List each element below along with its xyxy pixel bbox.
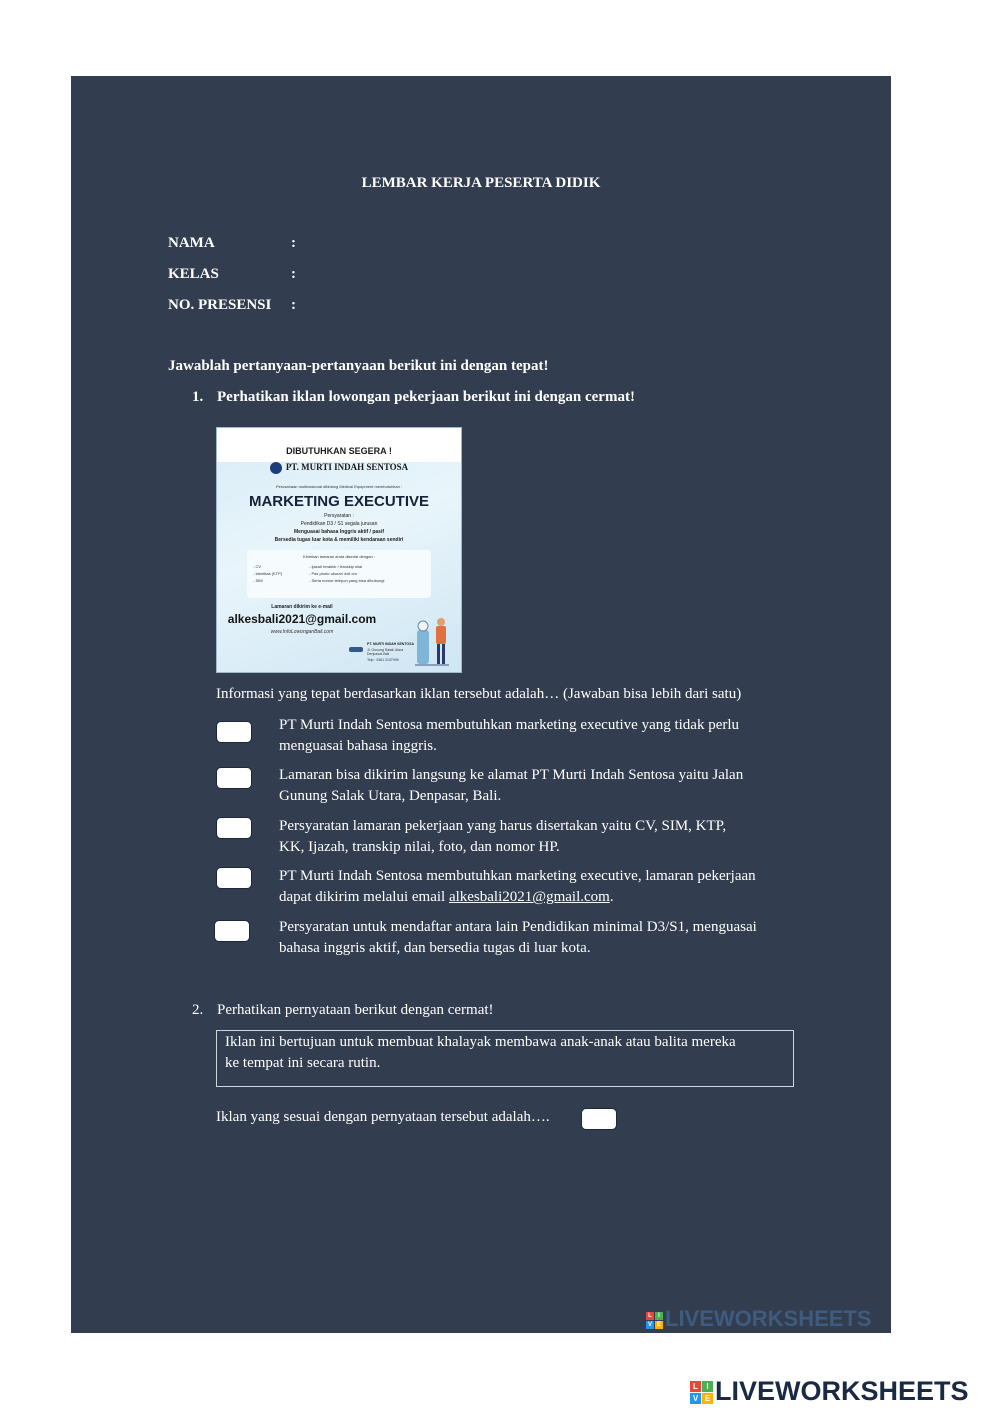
watermark: L I V E LIVEWORKSHEETS [647, 1306, 872, 1331]
statement-box [216, 1030, 794, 1087]
option-5: Persyaratan untuk mendaftar antara lain Pendidikan minimal D3/S1, menguasai bahasa inggris aktif, dan bersedia tugas di luar kota. [279, 919, 757, 956]
businessman-illustration-icon [413, 616, 453, 668]
liveworksheets-logo-icon: L I V E [690, 1381, 713, 1404]
ad-footer-company: PT. MURTI INDAH SENTOSA [367, 642, 414, 646]
statement-text: Iklan ini bertujuan untuk membuat khalayak membawa anak-anak atau balita mereka [225, 1034, 736, 1050]
instruction-text: Jawablah pertanyaan-pertanyaan berikut ini dengan tepat! [168, 358, 549, 374]
ad-box-title: Kirimkan lamaran anda disertai dengan : [303, 554, 375, 559]
question-2-prompt: Iklan yang sesuai dengan pernyataan tersebut adalah…. [216, 1109, 550, 1125]
ad-company: PT. MURTI INDAH SENTOSA [217, 462, 461, 474]
question-1-text: Perhatikan iklan lowongan pekerjaan berikut ini dengan cermat! [217, 389, 635, 405]
brand-logo[interactable] [690, 1376, 969, 1407]
ad-footer-address: Jl. Gunung Salak Utara Denpasar-Bali [367, 648, 404, 656]
option-2: Lamaran bisa dikirim langsung ke alamat PT Murti Indah Sentosa yaitu Jalan Gunung Salak Utara, Denpasar, Bali. [279, 767, 744, 804]
ad-req-line: Bersedia tugas luar kota & memiliki kendaraan sendiri [274, 537, 404, 543]
ad-req-line: Menguasai bahasa Inggris aktif / pasif [293, 529, 385, 535]
worksheet-page [71, 76, 891, 1333]
field-colon-presensi: : [291, 297, 296, 313]
field-label-kelas: KELAS [168, 266, 219, 282]
answer-checkbox-4[interactable] [216, 867, 252, 889]
ad-tagline: Perusahaan multinasional dibidang Medical Equipment membutuhkan : [275, 484, 403, 489]
answer-checkbox-3[interactable] [216, 817, 252, 839]
field-label-nama: NAMA [168, 235, 215, 251]
company-logo-icon [270, 462, 282, 474]
job-ad-image [216, 427, 462, 673]
worksheet-title: LEMBAR KERJA PESERTA DIDIK [361, 175, 601, 191]
question-2 [192, 1002, 494, 1019]
ad-position: MARKETING EXECUTIVE [248, 493, 429, 510]
ad-documents-box [247, 550, 431, 598]
question-1-number: 1. [192, 389, 204, 405]
ad-box-item: - SIM [253, 578, 263, 583]
ad-footer-telephone: Telp : 0361 2137999 [367, 658, 399, 662]
ad-box-item: - Pas photo ukuran 4x6 cm [309, 571, 357, 576]
answer-checkbox-5[interactable] [214, 920, 250, 942]
ad-req-title: Persyaratan : [324, 513, 354, 519]
ad-website: www.InfoLowonganBali.com [270, 629, 334, 635]
ad-box-item: - Serta nomor telepon yang bisa dihubungi [309, 578, 385, 583]
field-colon-kelas: : [291, 266, 296, 282]
question-2-text: Perhatikan pernyataan berikut dengan cermat! [217, 1002, 494, 1018]
ad-email: alkesbali2021@gmail.com [227, 612, 377, 626]
ad-box-item: - CV [253, 564, 261, 569]
field-colon-nama: : [291, 235, 296, 251]
liveworksheets-logo-icon: L I V E [647, 1312, 661, 1328]
ad-header-band [217, 428, 461, 462]
answer-input-box[interactable] [581, 1108, 617, 1130]
answer-checkbox-2[interactable] [216, 767, 252, 789]
ad-headline: DIBUTUHKAN SEGERA ! [286, 446, 392, 456]
ad-box-item: - Ijazah terakhir / transkip nilai [309, 564, 363, 569]
ad-box-item: - Identitas (KTP) [253, 571, 283, 576]
footer-logo-icon [349, 644, 363, 654]
answer-checkbox-1[interactable] [216, 721, 252, 743]
ad-send-to: Lamaran dikirim ke e-mail [271, 604, 333, 610]
email-link[interactable]: alkesbali2021@gmail.com [448, 889, 610, 905]
question-2-number: 2. [192, 1002, 204, 1018]
field-label-presensi: NO. PRESENSI [168, 297, 272, 313]
ad-req-line: Pendidikan D3 / S1 segala jurusan [300, 521, 378, 527]
option-3: Persyaratan lamaran pekerjaan yang harus disertakan yaitu CV, SIM, KTP, KK, Ijazah, transkip nilai, foto, dan nomor HP. [279, 818, 727, 855]
question-1 [192, 389, 635, 406]
option-1: PT Murti Indah Sentosa membutuhkan marketing executive yang tidak perlu menguasai bahasa inggris. [279, 717, 740, 754]
option-4: PT Murti Indah Sentosa membutuhkan marketing executive, lamaran pekerjaan dapat dikirim melalui email alkesbali2021@gmail.com. [279, 868, 756, 905]
statement-text: ke tempat ini secara rutin. [225, 1055, 381, 1071]
brand-name: LIVEWORKSHEETS [715, 1376, 969, 1406]
question-1-prompt: Informasi yang tepat berdasarkan iklan tersebut adalah… (Jawaban bisa lebih dari satu) [216, 686, 742, 702]
